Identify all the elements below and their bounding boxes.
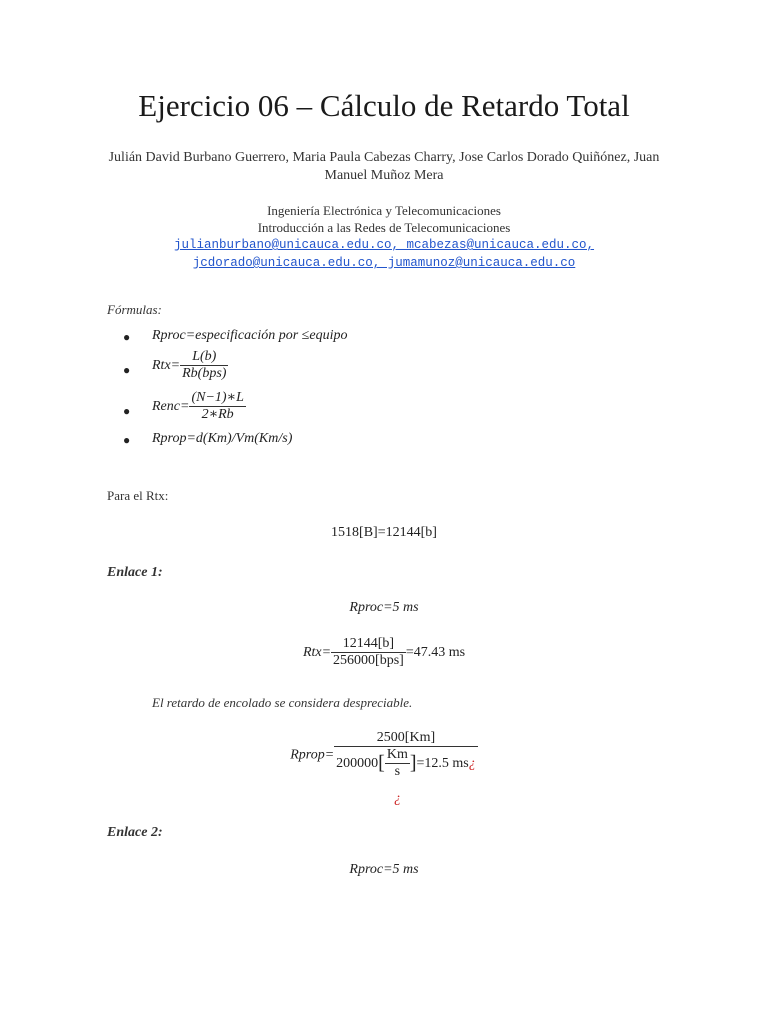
formula-rtx-lhs: Rtx= xyxy=(152,357,181,373)
enlace-1-rtx-fraction xyxy=(331,636,406,669)
enlace-1-rprop-den-value: 200000 xyxy=(336,755,379,771)
emails-line-2[interactable]: jcdorado@unicauca.edu.co, jumamunoz@unicauca.edu.co xyxy=(192,256,576,270)
enlace-1-heading: Enlace 1: xyxy=(107,565,163,580)
enlace-1-rprop-numerator: 2500[Km] xyxy=(334,730,478,747)
encolado-note: El retardo de encolado se considera despreciable. xyxy=(152,695,413,710)
formula-rtx-fraction xyxy=(180,349,228,382)
enlace-1-rprop-unit-den: s xyxy=(394,764,401,780)
rtx-heading: Para el Rtx: xyxy=(107,488,169,503)
bullet-icon: ● xyxy=(123,433,131,447)
enlace-1-rprop-lhs: Rprop= xyxy=(290,747,335,763)
formula-rproc-text: Rproc=especificación por ≤equipo xyxy=(152,328,348,343)
formula-rproc xyxy=(123,328,348,344)
formula-renc-fraction xyxy=(189,390,245,423)
enlace-2-heading: Enlace 2: xyxy=(107,825,163,840)
enlace-2-rproc: Rproc=5 ms xyxy=(349,862,419,877)
enlace-1-rprop-unit-fraction xyxy=(385,747,410,780)
formula-renc-numerator: (N−1)∗L xyxy=(189,390,245,407)
formulas-heading: Fórmulas: xyxy=(107,302,162,317)
formula-rprop-text: Rprop=d(Km)/Vm(Km/s) xyxy=(152,431,293,446)
enlace-1-rprop-unit-num: Km xyxy=(385,747,410,764)
program-name: Ingeniería Electrónica y Telecomunicaciones xyxy=(267,203,501,218)
enlace-1-rtx-lhs: Rtx= xyxy=(302,644,332,660)
emails-line-1[interactable]: julianburbano@unicauca.edu.co, mcabezas@unicauca.edu.co, xyxy=(173,238,595,252)
missing-glyph-marker: ¿ xyxy=(468,755,476,771)
close-bracket: ] xyxy=(409,752,417,775)
bits-conversion: 1518[B]=12144[b] xyxy=(331,525,437,540)
missing-glyph-marker-2: ¿ xyxy=(394,791,401,806)
formula-rtx-numerator: L(b) xyxy=(180,349,228,366)
enlace-1-rtx-numerator: 12144[b] xyxy=(331,636,406,653)
formula-renc xyxy=(123,390,246,423)
course-name: Introducción a las Redes de Telecomunicaciones xyxy=(257,220,511,235)
enlace-1-rtx xyxy=(0,636,768,669)
enlace-1-rproc: Rproc=5 ms xyxy=(349,600,419,615)
authors-line-1: Julián David Burbano Guerrero, Maria Paula Cabezas Charry, Jose Carlos Dorado Quiñónez, Juan xyxy=(108,150,660,165)
enlace-1-rprop-fraction xyxy=(334,730,478,780)
formula-rtx-denominator: Rb(bps) xyxy=(182,366,227,382)
enlace-1-rprop xyxy=(0,730,768,780)
open-bracket: [ xyxy=(378,752,385,775)
enlace-1-rprop-denominator xyxy=(334,747,478,780)
enlace-1-rtx-result: =47.43 ms xyxy=(405,644,466,660)
page-title: Ejercicio 06 – Cálculo de Retardo Total xyxy=(138,88,630,123)
enlace-1-rprop-result: =12.5 ms xyxy=(416,755,469,771)
formula-rtx xyxy=(123,349,228,382)
formula-renc-denominator: 2∗Rb xyxy=(201,407,234,423)
formula-rprop xyxy=(123,431,293,447)
bullet-icon: ● xyxy=(123,363,131,377)
enlace-1-rtx-denominator: 256000[bps] xyxy=(333,653,404,669)
formula-renc-lhs: Renc= xyxy=(152,398,190,414)
authors-line-2: Manuel Muñoz Mera xyxy=(324,168,444,183)
bullet-icon: ● xyxy=(123,330,131,344)
bullet-icon: ● xyxy=(123,404,131,418)
